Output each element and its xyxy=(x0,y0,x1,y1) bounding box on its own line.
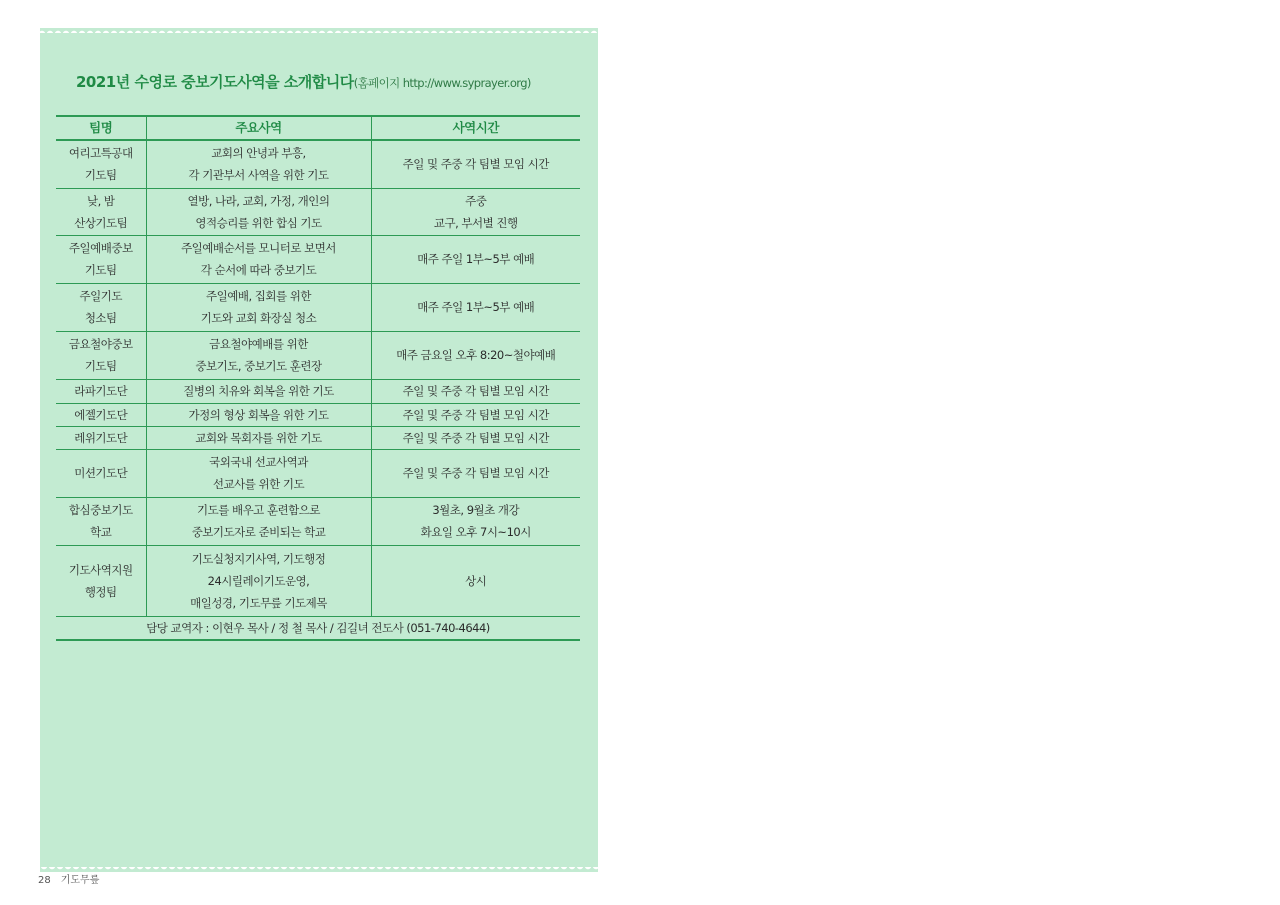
cell-line: 매일성경, 기도무릎 기도제목 xyxy=(190,595,327,610)
page-number: 28 xyxy=(38,875,51,886)
cell-ministry xyxy=(146,403,371,426)
green-ticket-panel xyxy=(40,33,598,867)
cell-line: 주일 및 주중 각 팀별 모임 시간 xyxy=(402,407,549,422)
cell-team xyxy=(56,188,146,235)
cell-line: 레위기도단 xyxy=(74,430,128,445)
cell-team xyxy=(56,235,146,283)
table-row xyxy=(56,497,580,545)
cell-line: 각 순서에 따라 중보기도 xyxy=(200,263,317,277)
header-team: 팀명 xyxy=(56,116,146,140)
cell-team xyxy=(56,449,146,497)
cell-ministry xyxy=(146,140,371,188)
cell-ministry xyxy=(146,331,371,379)
cell-line: 가정의 형상 회복을 위한 기도 xyxy=(188,407,329,422)
title-main: 2021년 수영로 중보기도사역을 소개합니다 xyxy=(76,73,354,91)
cell-time xyxy=(371,188,580,235)
cell-line: 기도팀 xyxy=(84,263,117,277)
cell-team xyxy=(56,140,146,188)
cell-ministry xyxy=(146,426,371,449)
cell-line: 주일 및 주중 각 팀별 모임 시간 xyxy=(402,384,549,398)
table-row xyxy=(56,426,580,449)
ministry-table xyxy=(56,115,580,641)
cell-line: 주일기도 xyxy=(79,289,122,303)
cell-line: 금요철야예배를 위한 xyxy=(209,337,308,351)
table-header-row xyxy=(56,116,580,140)
cell-line: 화요일 오후 7시~10시 xyxy=(420,525,531,539)
page-label: 기도무릎 xyxy=(60,875,100,886)
cell-line: 매주 주일 1부~5부 예배 xyxy=(417,252,535,266)
cell-line: 교회의 안녕과 부흥, xyxy=(211,146,306,161)
cell-line: 영적승리를 위한 합심 기도 xyxy=(195,215,322,230)
cell-line: 금요철야중보 xyxy=(68,337,133,351)
cell-line: 청소팀 xyxy=(84,311,117,325)
cell-team xyxy=(56,545,146,616)
cell-time xyxy=(371,449,580,497)
cell-line: 여리고특공대 xyxy=(68,146,133,161)
cell-line: 질병의 치유와 회복을 위한 기도 xyxy=(183,384,334,398)
cell-line: 열방, 나라, 교회, 가정, 개인의 xyxy=(187,193,330,208)
cell-line: 합심중보기도 xyxy=(68,503,133,517)
table-row xyxy=(56,545,580,616)
homepage-url: (홈페이지 http://www.syprayer.org) xyxy=(353,76,531,90)
cell-line: 낮, 밤 xyxy=(86,193,115,208)
cell-team xyxy=(56,283,146,331)
cell-ministry xyxy=(146,235,371,283)
cell-time xyxy=(371,497,580,545)
cell-line: 라파기도단 xyxy=(74,384,128,398)
cell-ministry xyxy=(146,379,371,403)
cell-line: 교회와 목회자를 위한 기도 xyxy=(195,430,322,445)
cell-line: 24시릴레이기도운영, xyxy=(207,573,310,588)
cell-line: 에젤기도단 xyxy=(74,407,128,422)
table-row xyxy=(56,235,580,283)
cell-line: 기도실청지기사역, 기도행정 xyxy=(191,551,326,566)
table-footer-row xyxy=(56,616,580,640)
table-body xyxy=(56,140,580,616)
cell-line: 학교 xyxy=(90,525,112,539)
cell-ministry xyxy=(146,497,371,545)
cell-line: 미션기도단 xyxy=(74,466,128,480)
page-title xyxy=(76,71,596,92)
cell-team xyxy=(56,379,146,403)
cell-time xyxy=(371,140,580,188)
cell-time xyxy=(371,283,580,331)
table-row xyxy=(56,403,580,426)
header-time: 사역시간 xyxy=(371,116,580,140)
page-footer xyxy=(38,871,109,886)
cell-ministry xyxy=(146,449,371,497)
cell-line: 기도팀 xyxy=(84,359,117,373)
cell-line: 3월초, 9월초 개강 xyxy=(432,503,520,517)
cell-ministry xyxy=(146,545,371,616)
cell-line: 교구, 부서별 진행 xyxy=(433,215,518,230)
cell-line: 기도팀 xyxy=(84,168,117,183)
cell-time xyxy=(371,426,580,449)
cell-team xyxy=(56,497,146,545)
table-row xyxy=(56,379,580,403)
cell-line: 주일 및 주중 각 팀별 모임 시간 xyxy=(402,466,549,480)
cell-team xyxy=(56,426,146,449)
cell-ministry xyxy=(146,283,371,331)
cell-line: 매주 금요일 오후 8:20~철야예배 xyxy=(396,348,556,362)
cell-line: 선교사를 위한 기도 xyxy=(212,477,305,491)
table-row xyxy=(56,331,580,379)
cell-line: 주일 및 주중 각 팀별 모임 시간 xyxy=(402,157,549,172)
cell-line: 산상기도팀 xyxy=(74,215,128,230)
contact-info: 담당 교역자 : 이현우 목사 / 정 철 목사 / 김길녀 전도사 (051-740-4644) xyxy=(56,616,580,640)
cell-line: 행정팀 xyxy=(84,584,117,599)
header-ministry: 주요사역 xyxy=(146,116,371,140)
cell-line: 기도와 교회 화장실 청소 xyxy=(200,311,317,325)
cell-line: 상시 xyxy=(465,573,487,588)
cell-line: 중보기도자로 준비되는 학교 xyxy=(191,525,326,539)
table-row xyxy=(56,188,580,235)
table-row xyxy=(56,283,580,331)
cell-line: 주일 및 주중 각 팀별 모임 시간 xyxy=(402,430,549,445)
cell-line: 주중 xyxy=(465,193,487,208)
cell-time xyxy=(371,235,580,283)
cell-line: 중보기도, 중보기도 훈련장 xyxy=(195,359,322,373)
cell-line: 기도사역지원 xyxy=(68,562,133,577)
cell-team xyxy=(56,403,146,426)
cell-line: 주일예배중보 xyxy=(68,241,133,255)
cell-time xyxy=(371,545,580,616)
cell-line: 주일예배순서를 모니터로 보면서 xyxy=(181,241,336,255)
table-row xyxy=(56,140,580,188)
cell-time xyxy=(371,403,580,426)
cell-team xyxy=(56,331,146,379)
cell-line: 각 기관부서 사역을 위한 기도 xyxy=(188,168,329,183)
cell-time xyxy=(371,331,580,379)
table-row xyxy=(56,449,580,497)
cell-line: 매주 주일 1부~5부 예배 xyxy=(417,300,535,314)
cell-line: 기도를 배우고 훈련함으로 xyxy=(196,503,320,517)
cell-line: 주일예배, 집회를 위한 xyxy=(206,289,311,303)
cell-line: 국외국내 선교사역과 xyxy=(209,455,308,469)
cell-time xyxy=(371,379,580,403)
cell-ministry xyxy=(146,188,371,235)
